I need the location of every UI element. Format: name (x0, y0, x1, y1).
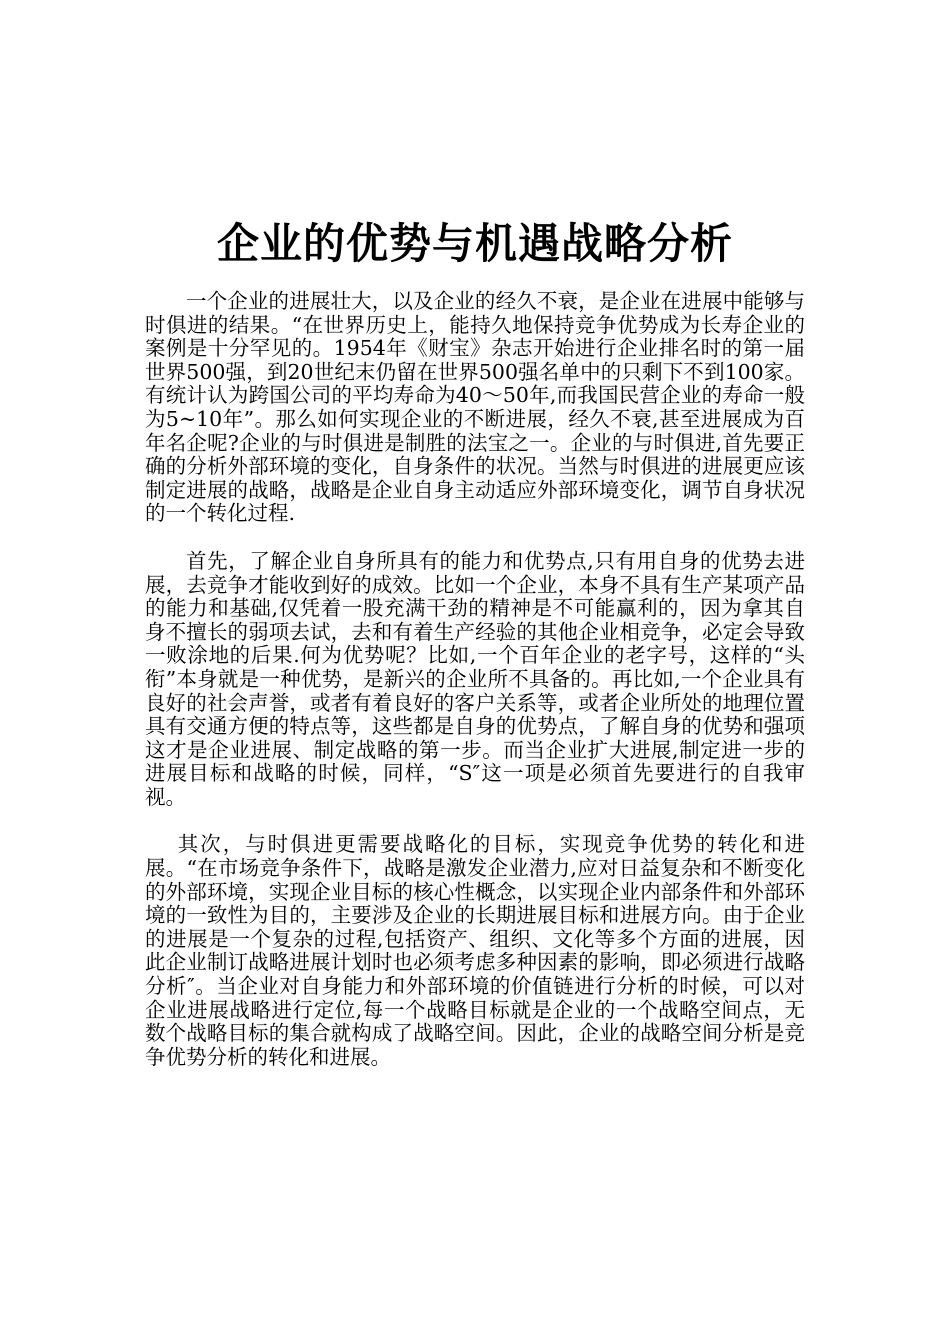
paragraph-3: 其次，与时俱进更需要战略化的目标，实现竞争优势的转化和进展。“在市场竞争条件下，战略是激发企业潜力,应对日益复杂和不断变化的外部环境，实现企业目标的核心性概念，以实现企业内部条件和外部环境的一致性为目的，主要涉及企业的长期进展目标和进展方向。由于企业的进展是一个复杂的过程,包括资产、组织、文化等多个方面的进展，因此企业制订战略进展计划时也必须考虑多种因素的影响，即必须进行战略分析″。当企业对自身能力和外部环境的价值链进行分析的时候，可以对企业进展战略进行定位,每一个战略目标就是企业的一个战略空间点，无数个战略目标的集合就构成了战略空间。因此，企业的战略空间分析是竞争优势分析的转化和进展。 (145, 832, 805, 1069)
paragraph-2: 首先，了解企业自身所具有的能力和优势点,只有用自身的优势去进展，去竞争才能收到好的成效。比如一个企业，本身不具有生产某项产品的能力和基础,仅凭着一股充满干劲的精神是不可能赢利的，因为拿其自身不擅长的弱项去试，去和有着生产经验的其他企业相竞争，必定会导致一败涂地的后果.何为优势呢？比如,一个百年企业的老字号，这样的“头衔”本身就是一种优势，是新兴的企业所不具备的。再比如,一个企业具有良好的社会声誉，或者有着良好的客户关系等，或者企业所处的地理位置具有交通方便的特点等，这些都是自身的优势点，了解自身的优势和强项这才是企业进展、制定战略的第一步。而当企业扩大进展,制定进一步的进展目标和战略的时候，同样，“S″这一项是必须首先要进行的自我审视。 (145, 548, 805, 809)
paragraph-1: 一个企业的进展壮大，以及企业的经久不衰，是企业在进展中能够与时俱进的结果。“在世界历史上，能持久地保持竞争优势成为长寿企业的案例是十分罕见的。1954年《财宝》杂志开始进行企业排名时的第一届世界500强，到20世纪末仍留在世界500强名单中的只剩下不到100家。有统计认为跨国公司的平均寿命为40～50年,而我国民营企业的寿命一般为5~10年”。那么如何实现企业的不断进展，经久不衰,甚至进展成为百年名企呢?企业的与时俱进是制胜的法宝之一。企业的与时俱进,首先要正确的分析外部环境的变化，自身条件的状况。当然与时俱进的进展更应该制定进展的战略，战略是企业自身主动适应外部环境变化，调节自身状况的一个转化过程. (145, 289, 805, 526)
document-title: 企业的优势与机遇战略分析 (216, 219, 733, 268)
document-body (145, 290, 805, 1093)
